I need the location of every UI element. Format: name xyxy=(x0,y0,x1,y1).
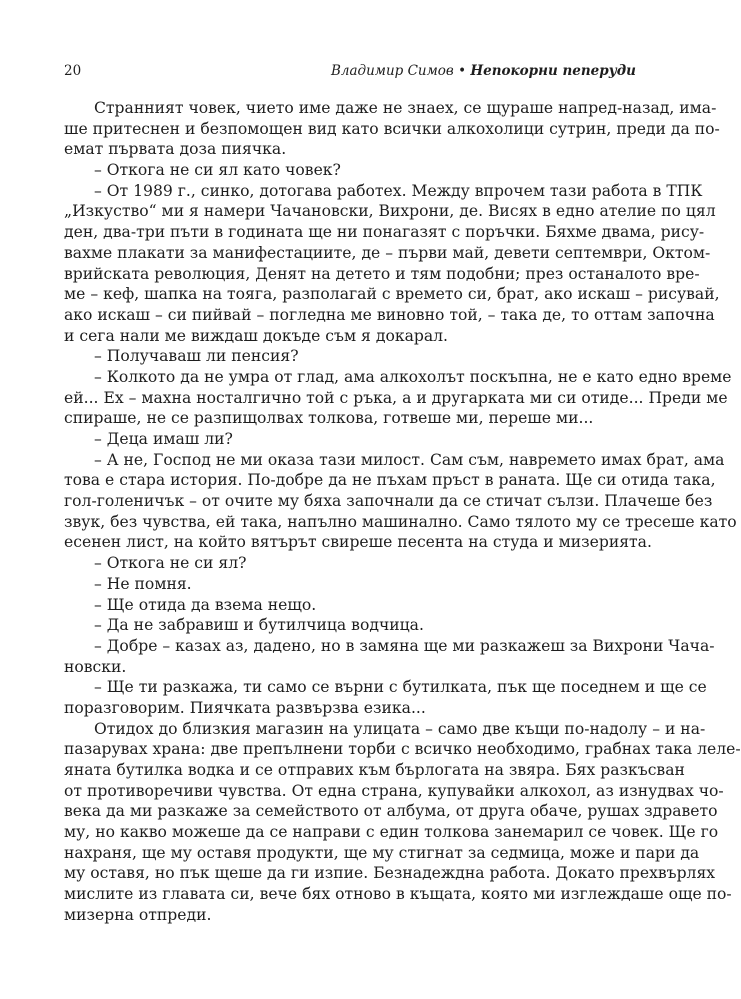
paragraph xyxy=(64,160,636,181)
book-title: Непокорни пеперуди xyxy=(470,63,636,79)
text-line: яната бутилка водка и се отправих към бърлогата на звяра. Бях разкъсван xyxy=(64,761,685,779)
text-line: – А не, Господ не ми оказа тази милост. Сам съм, навремето имах брат, ама xyxy=(94,450,725,469)
text-line: новски. xyxy=(64,657,127,676)
text-line: врийската революция, Денят на детето и тям подобни; през останалото вре- xyxy=(64,264,700,283)
author-name: Владимир Симов xyxy=(330,63,454,79)
body-text xyxy=(64,98,741,926)
text-line: – От 1989 г., синко, дотогава работех. Между впрочем тази работа в ТПК xyxy=(94,181,703,200)
text-line: това е стара история. По-добре да не пъхам пръст в раната. Ще си отида така, xyxy=(64,471,716,490)
text-line: от противоречиви чувства. От една страна, купувайки алкохол, аз изнудвах чо- xyxy=(64,781,724,800)
text-line: есенен лист, на който вятърът свиреше песента на студа и мизерията. xyxy=(64,533,652,552)
text-line: – Колкото да не умра от глад, ама алкохолът поскъпна, не е като едно време xyxy=(94,367,732,386)
text-line: емат първата доза пиячка. xyxy=(64,140,287,159)
text-line: – Откога не си ял като човек? xyxy=(94,161,341,180)
text-line: поразговорим. Пиячката развързва езика... xyxy=(64,698,426,717)
text-line: мизерна отпреди. xyxy=(64,905,212,924)
paragraph xyxy=(64,719,741,926)
paragraph xyxy=(64,677,707,718)
text-line: – Не помня. xyxy=(94,574,192,593)
text-line: ше притеснен и безпомощен вид като всички алкохолици сутрин, преди да по- xyxy=(64,119,720,138)
paragraph xyxy=(64,553,636,574)
text-line: „Изкуство“ ми я намери Чачановски, Вихрони, де. Висях в едно ателие по цял xyxy=(64,202,716,221)
text-line: – Ще ти разкажа, ти само се върни с бутилката, пък ще поседнем и ще се xyxy=(94,678,707,697)
paragraph xyxy=(64,367,732,429)
text-line: – Получаваш ли пенсия? xyxy=(94,347,299,366)
text-line: – Откога не си ял? xyxy=(94,554,247,573)
paragraph xyxy=(64,574,636,595)
text-line: – Да не забравиш и бутилчица водчица. xyxy=(94,616,424,635)
paragraph xyxy=(64,615,636,636)
text-line: – Ще отида да взема нещо. xyxy=(94,595,317,614)
paragraph xyxy=(64,429,636,450)
text-line: ако искаш – си пийвай – погледна ме виновно той, – така де, то оттам започна xyxy=(64,305,715,324)
text-line: звук, без чувства, ей така, напълно машинално. Само тялото му се тресеше като xyxy=(64,512,737,531)
text-line: ме – кеф, шапка на тояга, разполагай с времето си, брат, ако искаш – рисувай, xyxy=(64,285,720,304)
paragraph xyxy=(64,636,715,677)
header-separator: • xyxy=(458,63,467,79)
text-line: му, но какво можеше да се направи с един толкова занемарил се човек. Ще го xyxy=(64,823,719,842)
paragraph xyxy=(64,181,720,347)
text-line: пазарувах храна: две препълнени торби с всичко необходимо, грабнах така леле- xyxy=(64,740,741,759)
text-line: нахраня, ще му оставя продукти, ще му стигнат за седмица, може и пари да xyxy=(64,843,700,862)
text-line: – Деца имаш ли? xyxy=(94,430,233,448)
text-line: Отидох до близкия магазин на улицата – само две къщи по-надолу – и на- xyxy=(94,719,706,738)
running-header xyxy=(64,63,636,83)
text-line: спираше, не се разпищолвах толкова, готвеше ми, переше ми... xyxy=(64,409,594,428)
text-line: мислите из главата си, вече бях отново в къщата, която ми изглеждаше още по- xyxy=(64,885,732,904)
text-line: ей... Ех – махна носталгично той с ръка, а и другарката ми си отиде... Преди ме xyxy=(64,388,728,407)
running-head xyxy=(331,63,636,79)
paragraph xyxy=(64,346,636,367)
text-line: и сега нали ме виждаш докъде съм я докарал. xyxy=(64,326,449,345)
text-line: ден, два-три пъти в годината ще ни понагазят с поръчки. Бяхме двама, рису- xyxy=(64,223,705,242)
text-line: – Добре – казах аз, дадено, но в замяна ще ми разкажеш за Вихрони Чача- xyxy=(94,636,715,655)
paragraph xyxy=(64,450,737,553)
text-line: Странният човек, чието име даже не знаех, се щураше напред-назад, има- xyxy=(94,99,717,117)
page-number: 20 xyxy=(64,63,82,79)
text-line: века да ми разкаже за семейството от албума, от друга обаче, рушах здравето xyxy=(64,802,718,821)
paragraph xyxy=(64,595,636,616)
text-line: вахме плакати за манифестациите, де – първи май, девети септември, Октом- xyxy=(64,243,711,262)
paragraph xyxy=(64,98,720,160)
text-line: му оставя, но пък щеше да ги изпие. Безнадеждна работа. Докато прехвърлях xyxy=(64,864,716,883)
text-line: гол-голеничък – от очите му бяха започнали да се стичат сълзи. Плачеше без xyxy=(64,492,713,511)
